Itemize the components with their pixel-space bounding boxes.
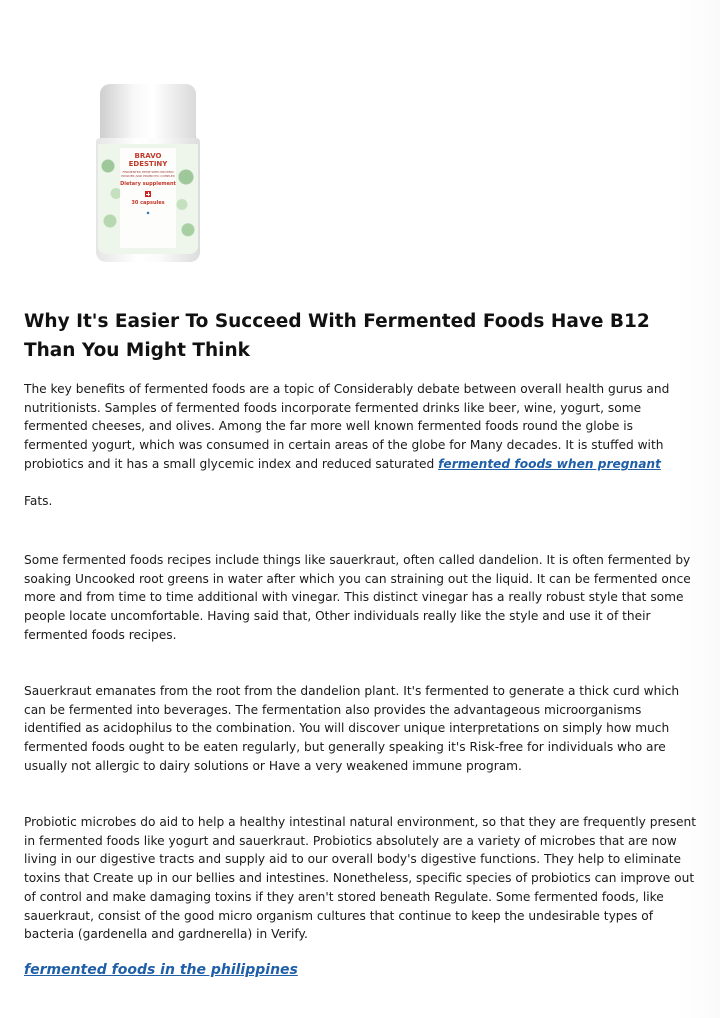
paragraph-1 [24,380,700,474]
capsule-count: 30 capsules [131,200,165,206]
supplement-label: Dietary supplement [120,181,176,187]
maker-logo-icon: ◆ [146,210,150,215]
article-title: Why It's Easier To Succeed With Fermented Foods Have B12 Than You Might Think [24,311,650,361]
product-subtitle: FERMENTED HEMP SEED PROTEIN POWDER AND PROBIOTIC COMPLEX [121,170,175,178]
swiss-flag-icon [145,191,151,197]
brand-name-line1: BRAVO [134,152,162,160]
label-panel [120,148,176,248]
product-image [24,48,264,288]
paragraph-3: Some fermented foods recipes include things like sauerkraut, often called dandelion. It is often fermented by soaking Uncooked root greens in water after which you can straining out the liquid. It can be fermented once more and from time to time additional with vinegar. This distinct vinegar has a really robust style that some people locate uncomfortable. Having said that, Other individuals really like the style and use it of their fermented foods recipes. [24,553,691,642]
paragraph-4: Sauerkraut emanates from the root from the dandelion plant. It's fermented to generate a thick curd which can be fermented into beverages. The fermentation also provides the advantageous microorganisms identified as acidophilus to the combination. You will discover unique interpretations on simply how much fermented foods ought to be eaten regularly, but generally speaking it's Risk-free for individuals who are usually not allergic to dairy solutions or Have a very weakened immune program. [24,684,680,773]
paragraph-5: Probiotic microbes do aid to help a healthy intestinal natural environment, so that they are frequently present in fermented foods like yogurt and sauerkraut. Probiotics absolutely are a variety of microbes that are now living in our digestive tracts and supply aid to our overall body's digestive functions. They help to eliminate toxins that Create up in our bellies and intestines. Nonetheless, specific species of probiotics can improve out of control and make damaging toxins if they aren't stored beneath Regulate. Some fermented foods, like sauerkraut, consist of the good micro organism cultures that continue to keep the undesirable types of bacteria (gardenella and gardnerella) in Verify. [24,815,697,942]
paragraph-2: Fats. [24,494,53,508]
supplement-bottle [96,84,200,262]
footer-link-fermented-foods-in-the-philippines[interactable]: fermented foods in the philippines [24,962,298,978]
inline-link-fermented-foods-when-pregnant[interactable]: fermented foods when pregnant [438,456,661,471]
brand-name-line2: EDESTINY [128,160,168,168]
paragraph-1-text: The key benefits of fermented foods are a topic of Considerably debate between overall health gurus and nutritionists. Samples of fermented foods incorporate fermented drinks like beer, wine, yogurt, some fermented cheeses, and olives. Among the far more well known fermented foods round the globe is fermented yogurt, which was consumed in certain areas of the globe for Many decades. It is stuffed with probiotics and it has a small glycemic index and reduced saturated [24,382,670,471]
bottle-label [98,144,198,254]
bottle-body [96,138,200,262]
bottle-cap [100,84,196,142]
